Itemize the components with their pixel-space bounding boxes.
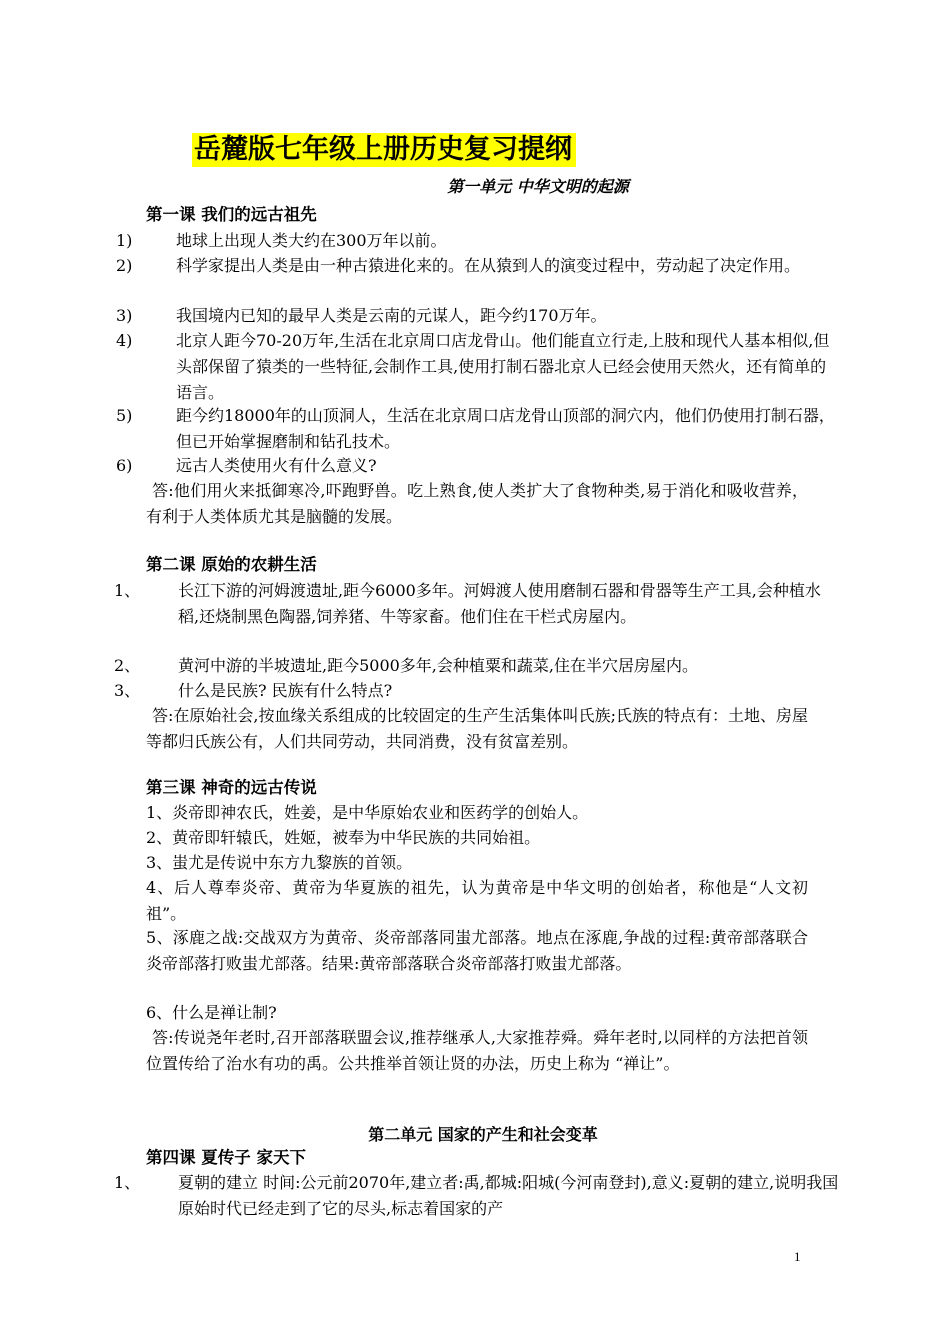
- lesson-2-heading: 第二课 原始的农耕生活: [146, 555, 317, 574]
- document-title-wrap: [192, 133, 576, 167]
- lesson-2-item-2: [114, 653, 840, 679]
- item-text: 科学家提出人类是由一种古猿进化来的。在从猿到人的演变过程中，劳动起了决定作用。: [176, 256, 801, 275]
- lesson-1-item-1: [116, 228, 838, 254]
- item-number: 2、: [114, 656, 141, 675]
- lesson-4-heading: 第四课 夏传子 家天下: [146, 1148, 306, 1167]
- page-number: 1: [794, 1249, 801, 1264]
- item-text: 远古人类使用火有什么意义?: [176, 456, 377, 475]
- item-number: 1): [116, 231, 133, 250]
- lesson-1-item-6: [116, 453, 838, 479]
- item-text: 黄河中游的半坡遗址,距今5000多年,会种植粟和蔬菜,住在半穴居房屋内。: [178, 656, 698, 675]
- item-number: 1、: [114, 1173, 141, 1192]
- item-number: 2): [116, 256, 133, 275]
- item-text: 我国境内已知的最早人类是云南的元谋人，距今约170万年。: [176, 306, 607, 325]
- lesson-1-answer: 答:他们用火来抵御寒冷,吓跑野兽。吃上熟食,使人类扩大了食物种类,易于消化和吸收营养，有利于人类体质尤其是脑髓的发展。: [146, 481, 808, 526]
- item-text: 北京人距今70-20万年,生活在北京周口店龙骨山。他们能直立行走,上肢和现代人基本相似,但头部保留了猿类的一些特征,会制作工具,使用打制石器北京人已经会使用天然火，还有简单的语言。: [176, 331, 830, 402]
- lesson-3-heading: 第三课 神奇的远古传说: [146, 778, 317, 797]
- item-text: 距今约18000年的山顶洞人，生活在北京周口店龙骨山顶部的洞穴内，他们仍使用打制石器，但已开始掌握磨制和钻孔技术。: [176, 406, 835, 451]
- lesson-2-answer: 答:在原始社会,按血缘关系组成的比较固定的生产生活集体叫氏族;氏族的特点有：土地、房屋等都归氏族公有，人们共同劳动，共同消费，没有贫富差别。: [146, 706, 808, 751]
- item-text: 长江下游的河姆渡遗址,距今6000多年。河姆渡人使用磨制石器和骨器等生产工具,会种植水稻,还烧制黑色陶器,饲养猪、牛等家畜。他们住在干栏式房屋内。: [178, 581, 821, 626]
- document-title: 岳麓版七年级上册历史复习提纲: [192, 133, 576, 167]
- lesson-3-line-3: 3、蚩尤是传说中东方九黎族的首领。: [146, 853, 413, 872]
- lesson-1-item-4: [116, 328, 838, 406]
- lesson-1-heading: 第一课 我们的远古祖先: [146, 205, 317, 224]
- lesson-3-line-6: 6、什么是禅让制?: [146, 1003, 277, 1022]
- item-number: 3): [116, 306, 133, 325]
- item-text: 什么是民族? 民族有什么特点?: [178, 681, 393, 700]
- lesson-3-line-1: 1、炎帝即神农氏，姓姜，是中华原始农业和医药学的创始人。: [146, 803, 589, 822]
- lesson-1-item-5: [116, 403, 838, 455]
- lesson-3-answer: 答:传说尧年老时,召开部落联盟会议,推荐继承人,大家推荐舜。舜年老时,以同样的方法把首领位置传给了治水有功的禹。公共推举首领让贤的办法，历史上称为 “禅让”。: [146, 1028, 808, 1073]
- lesson-2-item-1: [114, 578, 840, 630]
- item-number: 1、: [114, 581, 141, 600]
- item-number: 5): [116, 406, 133, 425]
- item-text: 地球上出现人类大约在300万年以前。: [176, 231, 447, 250]
- lesson-4-item-1: [114, 1170, 840, 1222]
- unit-1-title: 第一单元 中华文明的起源: [447, 177, 629, 196]
- item-number: 6): [116, 456, 133, 475]
- lesson-3-line-4: 4、后人尊奉炎帝、黄帝为华夏族的祖先，认为黄帝是中华文明的创始者，称他是“人文初祖”。: [146, 878, 808, 923]
- lesson-1-item-3: [116, 303, 838, 329]
- lesson-3-line-5: 5、涿鹿之战:交战双方为黄帝、炎帝部落同蚩尤部落。地点在涿鹿,争战的过程:黄帝部落联合炎帝部落打败蚩尤部落。结果:黄帝部落联合炎帝部落打败蚩尤部落。: [146, 928, 808, 973]
- item-number: 3、: [114, 681, 141, 700]
- lesson-1-item-2: [116, 253, 838, 279]
- lesson-3-line-2: 2、黄帝即轩辕氏，姓姬，被奉为中华民族的共同始祖。: [146, 828, 541, 847]
- lesson-2-item-3: [114, 678, 840, 704]
- unit-2-title: 第二单元 国家的产生和社会变革: [368, 1125, 598, 1144]
- item-text: 夏朝的建立 时间:公元前2070年,建立者:禹,都城:阳城(今河南登封),意义:夏朝的建立,说明我国原始时代已经走到了它的尽头,标志着国家的产: [178, 1173, 839, 1218]
- item-number: 4): [116, 331, 133, 350]
